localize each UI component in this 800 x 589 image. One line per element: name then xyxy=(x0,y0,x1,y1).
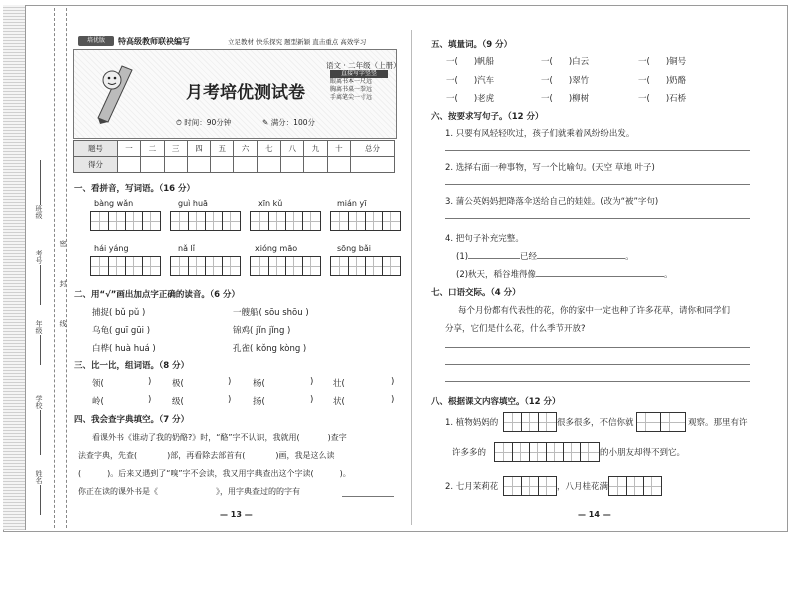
score-input-cell[interactable] xyxy=(234,157,257,173)
dict-line-4: 你正在读的课外书是《 》，用字典查过的的字有 xyxy=(78,487,300,496)
pinyin-label: nǎ lǐ xyxy=(178,244,195,253)
score-cell: 五 xyxy=(211,141,234,157)
score-input-cell[interactable] xyxy=(211,157,234,173)
dict-line-2: 法查字典，先查( )部，再看除去部首有( )画，我是这么读 xyxy=(78,451,335,460)
score-cell: 总分 xyxy=(351,141,395,157)
section-5-title: 五、填量词。（9 分） xyxy=(431,40,513,50)
s8-q1-text-e: 的小朋友却得不到它。 xyxy=(600,448,686,458)
reading-option[interactable]: 捕捉( bǔ pǔ ) xyxy=(92,308,146,318)
score-cell: 四 xyxy=(187,141,210,157)
section-7-title: 七、口语交际。（4 分） xyxy=(431,288,521,298)
compare-paren[interactable]: ) xyxy=(391,377,395,387)
binding-label-school: 学校 xyxy=(35,395,43,409)
writing-grid[interactable] xyxy=(503,412,557,432)
class-line xyxy=(40,160,41,205)
compare-char: 杨( xyxy=(253,379,265,389)
score-table-header-row xyxy=(74,141,395,157)
score-input-cell[interactable] xyxy=(141,157,164,173)
s6-question-3: 3. 蒲公英妈妈把降落伞送给自己的娃娃。(改为“被”字句) xyxy=(445,197,659,207)
section-8-title: 八、根据课文内容填空。（12 分） xyxy=(431,397,561,407)
score-cell: 七 xyxy=(257,141,280,157)
writing-grid[interactable] xyxy=(170,211,241,231)
score-input-cell[interactable] xyxy=(327,157,350,173)
writing-grid[interactable] xyxy=(494,442,600,462)
exam-no-line xyxy=(40,265,41,305)
tips-heading: 直接写字竖竖 xyxy=(330,70,388,78)
answer-line[interactable] xyxy=(445,381,750,382)
school-line xyxy=(40,410,41,455)
writing-grid[interactable] xyxy=(90,256,161,276)
reading-option[interactable]: 一艘船( sōu shōu ) xyxy=(233,308,309,318)
compare-paren[interactable]: ) xyxy=(310,395,314,405)
tip-hand: 手离笔尖一寸远 xyxy=(330,94,373,101)
score-cell: 得分 xyxy=(74,157,118,173)
answer-blank[interactable] xyxy=(342,496,394,497)
name-line xyxy=(40,485,41,515)
writing-grid[interactable] xyxy=(170,256,241,276)
compare-char: 级( xyxy=(172,397,184,407)
measure-word-row: 一( )老虎 xyxy=(446,94,495,104)
page-number-right: — 14 — xyxy=(578,510,611,519)
pinyin-label: guì huā xyxy=(178,199,208,208)
writing-grid[interactable] xyxy=(90,211,161,231)
s8-q2-text-b: ，八月桂花满 xyxy=(557,482,609,492)
s8-q1-text-c: 观察。那里有许 xyxy=(688,418,748,428)
banner-title: 特高级教师联袂编写 xyxy=(118,37,190,46)
s8-q1-text-b: 很多很多，不信你就 xyxy=(557,418,634,428)
score-input-cell[interactable] xyxy=(304,157,327,173)
measure-word-row: 一( )帆船 xyxy=(446,57,495,67)
measure-word-row: 一( )奶酪 xyxy=(638,76,687,86)
s7-prompt-line-2: 分享，它们是什么花，什么季节开放? xyxy=(445,324,586,334)
writing-posture-tips xyxy=(330,70,388,116)
seal-char-feng: 封 xyxy=(59,280,67,287)
s6-question-2: 2. 选择右面一种事物，写一个比喻句。(天空 草地 叶子) xyxy=(445,163,655,173)
time-limit: ⏱ 时间：90分钟 xyxy=(176,118,232,127)
compare-paren[interactable]: ) xyxy=(310,377,314,387)
score-cell: 九 xyxy=(304,141,327,157)
pinyin-label: xīn kǔ xyxy=(258,199,283,208)
compare-paren[interactable]: ) xyxy=(148,395,152,405)
grade-subject: 语文 · 二年级（上册） xyxy=(326,61,401,70)
banner-slogans: 立足教材 快乐探究 题型新颖 直击重点 高效学习 xyxy=(228,38,367,46)
writing-grid[interactable] xyxy=(636,412,686,432)
section-4-title: 四、我会查字典填空。（7 分） xyxy=(74,415,190,425)
score-cell: 八 xyxy=(281,141,304,157)
compare-char: 扬( xyxy=(253,397,265,407)
compare-char: 极( xyxy=(172,379,184,389)
score-input-cell[interactable] xyxy=(257,157,280,173)
s8-q1-text-d: 许多多的 xyxy=(452,448,487,458)
binding-label-exam-no: 考号 xyxy=(35,250,43,264)
compare-char: 状( xyxy=(333,397,345,407)
compare-char: 壮( xyxy=(333,379,345,389)
clock-icon: ⏱ xyxy=(176,118,182,127)
pinyin-label: xióng māo xyxy=(255,244,298,253)
binding-label-class: 班级 xyxy=(35,205,43,219)
pinyin-label: hái yáng xyxy=(94,244,129,253)
measure-word-row: 一( )柳树 xyxy=(541,94,590,104)
compare-char: 领( xyxy=(92,379,104,389)
reading-option[interactable]: 白桦( huà huá ) xyxy=(92,344,156,354)
score-input-cell[interactable] xyxy=(281,157,304,173)
score-input-cell[interactable] xyxy=(164,157,187,173)
s6-q4-part2: (2)秋天，稻谷堆得像 。 xyxy=(456,270,673,280)
score-cell: 二 xyxy=(141,141,164,157)
writing-grid[interactable] xyxy=(608,476,662,496)
compare-paren[interactable]: ) xyxy=(148,377,152,387)
compare-paren[interactable]: ) xyxy=(228,395,232,405)
answer-line[interactable] xyxy=(445,150,750,151)
page-title: 月考培优测试卷 xyxy=(186,83,305,103)
score-table xyxy=(73,140,395,173)
writing-grid[interactable] xyxy=(503,476,557,496)
reading-option[interactable]: 乌龟( guī gūi ) xyxy=(92,326,151,336)
writing-grid[interactable] xyxy=(250,256,321,276)
measure-word-row: 一( )石桥 xyxy=(638,94,687,104)
dict-line-3: ( )。后来又遇到了“嗅”字不会读，我又用字典查出这个字读( )。 xyxy=(78,469,351,478)
binding-label-name: 姓名 xyxy=(35,470,43,484)
writing-grid[interactable] xyxy=(330,211,401,231)
compare-paren[interactable]: ) xyxy=(228,377,232,387)
full-score: ✎ 满分：100分 xyxy=(262,118,316,127)
pinyin-label: sōng bǎi xyxy=(337,244,371,253)
pencil-mascot-icon xyxy=(88,58,136,124)
compare-char: 岭( xyxy=(92,397,104,407)
grade-line xyxy=(40,335,41,365)
score-icon: ✎ xyxy=(262,118,269,127)
section-1-title: 一、看拼音，写词语。（16 分） xyxy=(74,184,196,194)
s6-question-1: 1. 只要有风轻轻吹过，孩子们就乘着风纷纷出发。 xyxy=(445,129,635,139)
seal-line-outer xyxy=(54,8,55,528)
reading-option[interactable]: 锦鸡( jǐn jǐng ) xyxy=(233,326,291,336)
score-cell: 题号 xyxy=(74,141,118,157)
pinyin-label: bàng wǎn xyxy=(94,199,134,208)
dict-line-1: 看课外书《谁动了我的奶酪?》时，“酪”字不认识，我就用( )查字 xyxy=(92,433,347,442)
binding-label-grade: 年级 xyxy=(35,320,43,334)
score-input-cell[interactable] xyxy=(187,157,210,173)
pinyin-label: mián yī xyxy=(337,199,367,208)
seal-char-xian: 线 xyxy=(59,320,67,327)
seal-line-inner xyxy=(66,8,67,528)
s8-q1-text-a: 1. 植物妈妈的 xyxy=(445,418,499,428)
measure-word-row: 一( )翠竹 xyxy=(541,76,590,86)
section-3-title: 三、比一比，组词语。（8 分） xyxy=(74,361,190,371)
compare-paren[interactable]: ) xyxy=(391,395,395,405)
s8-q2-text-a: 2. 七月茉莉花 xyxy=(445,482,499,492)
score-input-cell[interactable] xyxy=(351,157,395,173)
score-cell: 三 xyxy=(164,141,187,157)
tip-chest: 胸离书桌一拳远 xyxy=(330,86,373,93)
writing-grid[interactable] xyxy=(250,211,321,231)
s6-question-4: 4. 把句子补充完整。 xyxy=(445,234,524,244)
score-cell: 一 xyxy=(117,141,140,157)
section-6-title: 六、按要求写句子。（12 分） xyxy=(431,112,544,122)
seal-char-mi: 密 xyxy=(59,240,67,247)
page-divider xyxy=(411,30,412,525)
reading-option[interactable]: 孔雀( kǒng kòng ) xyxy=(233,344,307,354)
answer-line[interactable] xyxy=(445,218,750,219)
writing-grid[interactable] xyxy=(330,256,401,276)
score-cell: 六 xyxy=(234,141,257,157)
score-input-cell[interactable] xyxy=(117,157,140,173)
answer-line[interactable] xyxy=(445,184,750,185)
tip-eye: 眼离书本一尺远 xyxy=(330,78,373,85)
s7-prompt-line-1: 每个月份都有代表性的花，你的家中一定也种了许多花草，请你和同学们 xyxy=(458,306,731,316)
measure-word-row: 一( )汽车 xyxy=(446,76,495,86)
score-table-score-row xyxy=(74,157,395,173)
measure-word-row: 一( )白云 xyxy=(541,57,590,67)
measure-word-row: 一( )铜号 xyxy=(638,57,687,67)
edition-badge: 培优版 xyxy=(78,36,114,46)
score-cell: 十 xyxy=(327,141,350,157)
binding-strip xyxy=(3,5,26,530)
section-2-title: 二、用“√”画出加点字正确的读音。（6 分） xyxy=(74,290,240,300)
answer-line[interactable] xyxy=(445,347,750,348)
s6-q4-part1: (1) 已经 。 xyxy=(456,252,634,262)
page-number-left: — 13 — xyxy=(220,510,253,519)
answer-line[interactable] xyxy=(445,364,750,365)
